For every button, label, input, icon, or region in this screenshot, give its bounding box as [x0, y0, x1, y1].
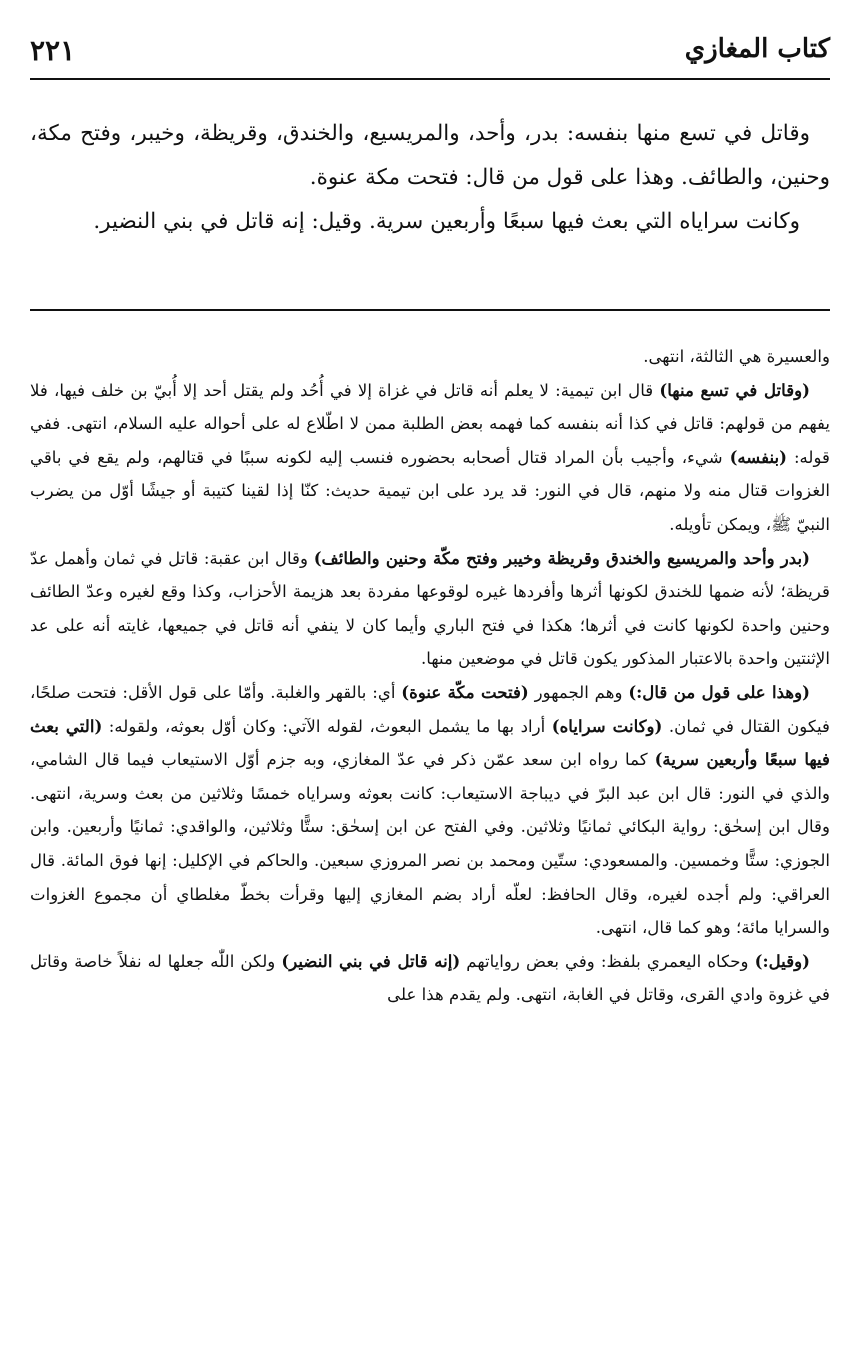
quoted-phrase: (وهذا على قول من قال:) [628, 681, 810, 702]
page-number: ٢٢١ [30, 34, 76, 67]
main-paragraph: وقاتل في تسع منها بنفسه: بدر، وأحد، والمريسيع، والخندق، وقريظة، وخيبر، وفتح مكة، وحنين، والطائف. وهذا على قول من قال: فتحت مكة عنوة. [30, 121, 830, 190]
quoted-phrase: (التي بعث فيها سبعًا وأربعين سرية) [30, 715, 830, 770]
quoted-phrase: (بنفسه) [729, 446, 787, 467]
commentary-paragraph: والعسيرة هي الثالثة، انتهى. [643, 347, 830, 366]
commentary-paragraph [30, 945, 830, 1012]
commentary-text [30, 340, 830, 1012]
commentary-text-run: وحكاه اليعمري بلفظ: وفي بعض رواياتهم [460, 951, 755, 971]
quoted-phrase: (فتحت مكّة عنوة) [401, 681, 529, 702]
commentary-text-run: وهم الجمهور [528, 682, 629, 702]
quoted-phrase: (وكانت سراياه) [551, 715, 663, 736]
quoted-phrase: (وقاتل في تسع منها) [659, 379, 810, 400]
main-text [30, 112, 830, 244]
commentary-text-run: ولكن اللّٰه جعلها له نفلاً خاصة وقاتل في غزوة وادي القرى، وقاتل في الغابة، انتهى. ولم يقدم هذا على [30, 951, 830, 1005]
commentary-text-run: قال ابن تيمية: لا يعلم أنه قاتل في غزاة إلا في أُحُد ولم يقتل أحد إلا أُبيّ بن خلف فيها، فلا يفهم من قولهم: قاتل في كذا أنه بنفسه كما فهمه بعض الطلبة ممن لا اطّلاع له على أحواله عليه السلام، انتهى. ففي قوله: [30, 380, 830, 467]
main-paragraph: وكانت سراياه التي بعث فيها سبعًا وأربعين سرية. وقيل: إنه قاتل في بني النضير. [93, 209, 800, 234]
commentary-paragraph [30, 676, 830, 945]
quoted-phrase: (وقيل:) [754, 950, 810, 971]
commentary-paragraph [30, 542, 830, 676]
quoted-phrase: (إنه قاتل في بني النضير) [281, 950, 461, 971]
quoted-phrase: (بدر وأحد والمريسيع والخندق وقريظة وخيبر وفتح مكّة وحنين والطائف) [313, 547, 810, 568]
separator-line [30, 309, 830, 311]
commentary-text-run: أراد بها ما يشمل البعوث، لقوله الآتي: وكان أوّل بعوثه، ولقوله: [102, 716, 552, 736]
commentary-text-run: أي: بالقهر والغلبة. وأمّا على قول الأقل: فتحت صلحًا، فيكون القتال في ثمان. [30, 682, 830, 736]
commentary-text-run: شيء، وأجيب بأن المراد قتال أصحابه بحضوره فنسب إليه لكونه سببًا في قتالهم، ولم يقع في باقي الغزوات قتال منه ولا منهم، قال في النور: قد يرد على ابن تيمية حديث: كنّا إذا لقينا كتيبة أو جيشًا أوّل من يضرب النبيّ ﷺ، ويمكن تأويله. [30, 447, 830, 534]
commentary-text-run: وقال ابن عقبة: قاتل في ثمان وأهمل عدّ قريظة؛ لأنه ضمها للخندق لكونها أثرها وأفردها غيره لوقوعها مفردة بعد هزيمة الأحزاب، وكذا وقع لغيره وعدّ الطائف وحنين واحدة لكونها كانت في أثرها؛ هكذا في فتح الباري وأيما كان لا ينفي أنه قاتل في جميعها، غايته أنه على عد الإثنتين واحدة بالاعتبار المذكور يكون قاتل في موضعين منها. [30, 548, 830, 669]
book-title: كتاب المغازي [684, 34, 830, 64]
page-header [30, 30, 830, 80]
commentary-paragraph [30, 374, 830, 542]
commentary-text-run: كما رواه ابن سعد عمّن ذكر في عدّ المغازي، وبه جزم أوّل الاستيعاب فيما قال الشامي، والذي في النور: قال ابن عبد البرّ في ديباجة الاستيعاب: كانت بعوثه وسراياه خمسًا وثلاثين من بعث وسرية، انتهى. وقال ابن إسحٰق: رواية البكائي ثمانيًا وثلاثين. وفي الفتح عن ابن إسحٰق: ستًّا وثلاثين، والواقدي: ثمانيًا وأربعين. وابن الجوزي: ستًّا وخمسين. والمسعودي: ستّين ومحمد بن نصر المروزي سبعين. والحاكم في الإكليل: إنها فوق المائة. قال العراقي: ولم أجده لغيره، وقال الحافظ: لعلّه أراد بضم المغازي إليها وقرأت بخطّ مغلطاي أن مجموع الغزوات والسرايا مائة؛ وهو كما قال، انتهى. [30, 750, 831, 938]
